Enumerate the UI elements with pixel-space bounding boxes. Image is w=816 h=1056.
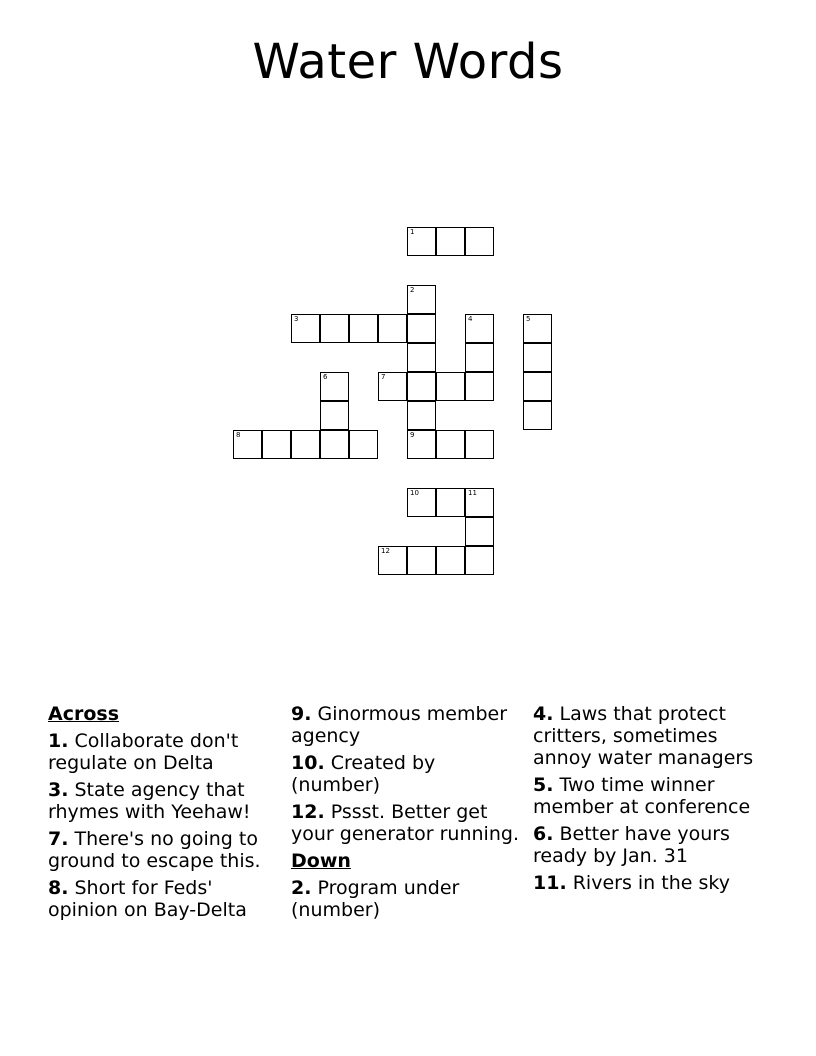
grid-cell[interactable] <box>407 401 436 430</box>
clue-across-9 <box>291 703 521 747</box>
clue-across-1 <box>48 730 278 774</box>
clue-number: 10. <box>291 752 325 774</box>
grid-cell[interactable] <box>436 372 465 401</box>
clue-down-2 <box>291 877 521 921</box>
grid-cell[interactable] <box>262 430 291 459</box>
grid-cell[interactable] <box>436 227 465 256</box>
grid-cell[interactable] <box>407 546 436 575</box>
clue-number: 2. <box>291 877 312 899</box>
cell-number: 4 <box>468 315 473 323</box>
cell-number: 6 <box>323 373 328 381</box>
grid-cell[interactable] <box>320 430 349 459</box>
clue-down-11 <box>533 872 763 894</box>
puzzle-title: Water Words <box>252 34 564 90</box>
cell-number: 9 <box>410 431 415 439</box>
clue-number: 8. <box>48 877 69 899</box>
grid-cell[interactable] <box>465 430 494 459</box>
cell-number: 10 <box>410 489 419 497</box>
clue-number: 6. <box>533 823 554 845</box>
clue-column-3 <box>533 703 763 899</box>
cell-number: 8 <box>236 431 241 439</box>
cell-number: 5 <box>526 315 531 323</box>
clue-text: Program under (number) <box>291 877 460 921</box>
clue-number: 7. <box>48 828 69 850</box>
clue-text: Ginormous member agency <box>291 703 508 747</box>
clue-number: 4. <box>533 703 554 725</box>
clue-text: Two time winner member at conference <box>533 774 751 818</box>
grid-cell[interactable] <box>407 285 436 314</box>
cell-number: 11 <box>468 489 477 497</box>
grid-cell[interactable] <box>349 314 378 343</box>
grid-cell[interactable] <box>407 372 436 401</box>
grid-cell[interactable] <box>320 401 349 430</box>
clue-across-10 <box>291 752 521 796</box>
grid-cell[interactable] <box>407 227 436 256</box>
grid-cell[interactable] <box>465 517 494 546</box>
grid-cell[interactable] <box>407 488 436 517</box>
clue-across-8 <box>48 877 278 921</box>
grid-cell[interactable] <box>407 314 436 343</box>
grid-cell[interactable] <box>378 546 407 575</box>
grid-cell[interactable] <box>465 314 494 343</box>
across-heading: Across <box>48 703 120 725</box>
clue-text: Pssst. Better get your generator running. <box>291 801 519 845</box>
clue-number: 12. <box>291 801 325 823</box>
clue-down-6 <box>533 823 763 867</box>
clue-column-1 <box>48 703 278 926</box>
grid-cell[interactable] <box>291 314 320 343</box>
clue-number: 1. <box>48 730 69 752</box>
clue-number: 3. <box>48 779 69 801</box>
clue-text: Laws that protect critters, sometimes annoy water managers <box>533 703 754 769</box>
clue-text: Rivers in the sky <box>572 872 730 894</box>
clue-across-7 <box>48 828 278 872</box>
clue-across-3 <box>48 779 278 823</box>
clue-text: Collaborate don't regulate on Delta <box>48 730 239 774</box>
grid-cell[interactable] <box>523 372 552 401</box>
grid-cell[interactable] <box>523 314 552 343</box>
clue-text: Created by (number) <box>291 752 436 796</box>
grid-cell[interactable] <box>465 488 494 517</box>
clue-down-5 <box>533 774 763 818</box>
cell-number: 1 <box>410 228 415 236</box>
grid-cell[interactable] <box>465 372 494 401</box>
clue-text: Better have yours ready by Jan. 31 <box>533 823 730 867</box>
clue-text: There's no going to ground to escape this. <box>48 828 261 872</box>
clue-column-2 <box>291 703 521 926</box>
clue-number: 5. <box>533 774 554 796</box>
grid-cell[interactable] <box>407 343 436 372</box>
cell-number: 7 <box>381 373 386 381</box>
cell-number: 3 <box>294 315 299 323</box>
grid-cell[interactable] <box>436 546 465 575</box>
grid-cell[interactable] <box>378 372 407 401</box>
clue-across-12 <box>291 801 521 845</box>
grid-cell[interactable] <box>349 430 378 459</box>
grid-cell[interactable] <box>465 227 494 256</box>
grid-cell[interactable] <box>320 314 349 343</box>
clue-down-4 <box>533 703 763 769</box>
grid-cell[interactable] <box>465 546 494 575</box>
grid-cell[interactable] <box>407 430 436 459</box>
clue-text: Short for Feds' opinion on Bay-Delta <box>48 877 247 921</box>
grid-cell[interactable] <box>523 401 552 430</box>
grid-cell[interactable] <box>465 343 494 372</box>
grid-cell[interactable] <box>523 343 552 372</box>
cell-number: 12 <box>381 547 390 555</box>
grid-cell[interactable] <box>378 314 407 343</box>
clue-text: State agency that rhymes with Yeehaw! <box>48 779 251 823</box>
clue-number: 9. <box>291 703 312 725</box>
grid-cell[interactable] <box>320 372 349 401</box>
grid-cell[interactable] <box>436 430 465 459</box>
clue-number: 11. <box>533 872 567 894</box>
down-heading: Down <box>291 850 351 872</box>
grid-cell[interactable] <box>291 430 320 459</box>
cell-number: 2 <box>410 286 415 294</box>
grid-cell[interactable] <box>436 488 465 517</box>
grid-cell[interactable] <box>233 430 262 459</box>
